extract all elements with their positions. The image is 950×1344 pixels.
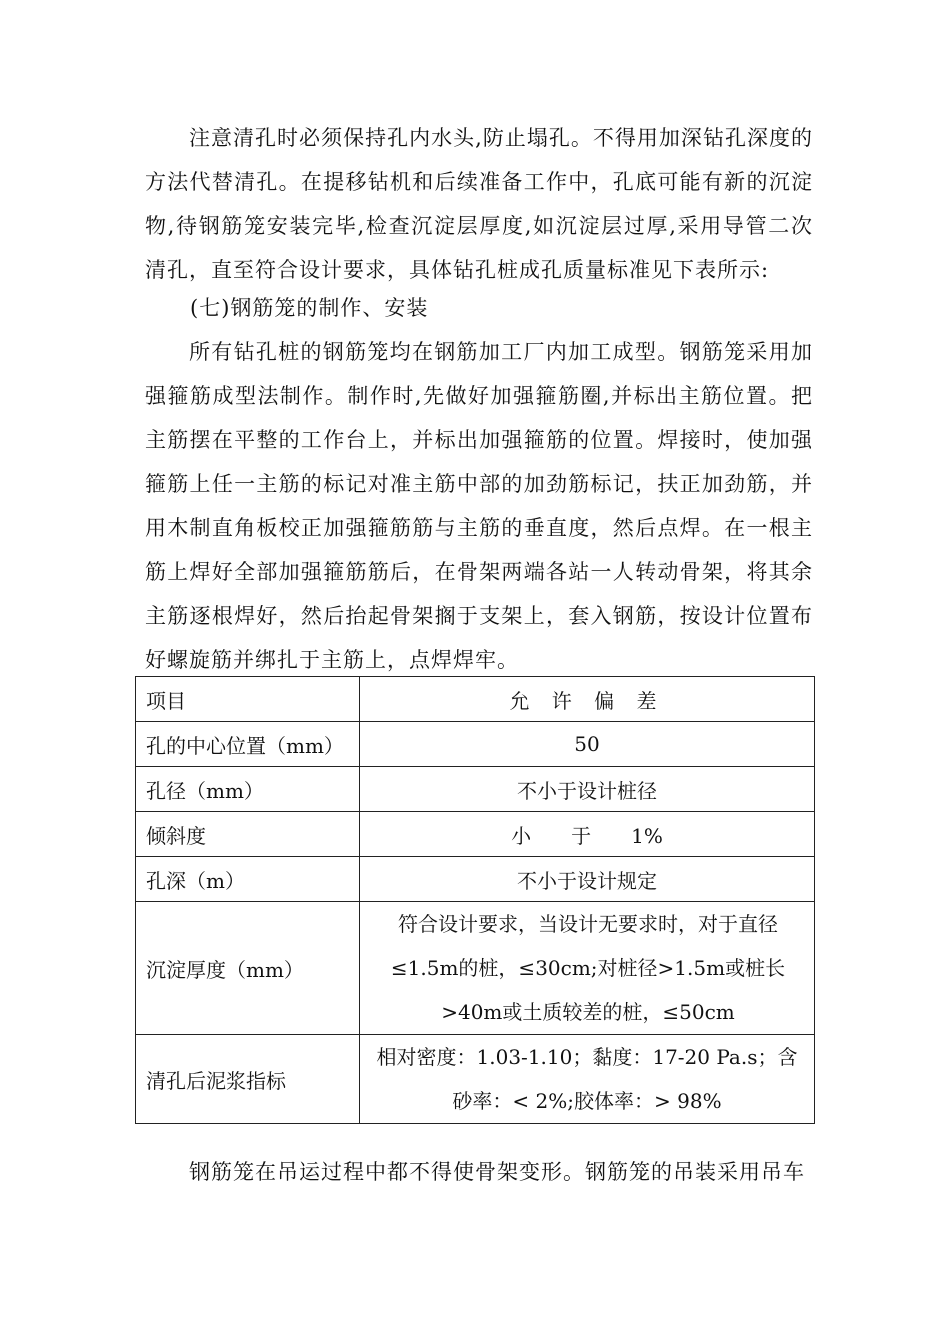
row-item-cell: 孔的中心位置（mm） xyxy=(136,722,360,767)
table-row xyxy=(136,722,815,767)
table-row xyxy=(136,1035,815,1124)
table-row xyxy=(136,857,815,902)
row-value-cell: 50 xyxy=(360,722,815,767)
row-item-cell: 孔深（m） xyxy=(136,857,360,902)
header-item-cell: 项目 xyxy=(136,677,360,722)
row-value-cell: 不小于设计规定 xyxy=(360,857,815,902)
paragraph-cage-lifting: 钢筋笼在吊运过程中都不得使骨架变形。钢筋笼的吊装采用吊车 xyxy=(189,1160,805,1184)
row-item-cell: 倾斜度 xyxy=(136,812,360,857)
table-row xyxy=(136,902,815,1035)
paragraph-rebar-cage-fabrication: 所有钻孔桩的钢筋笼均在钢筋加工厂内加工成型。钢筋笼采用加强箍筋成型法制作。制作时,先做好加强箍筋圈,并标出主筋位置。把主筋摆在平整的工作台上，并标出加强箍筋的位置。焊接时，使加强箍筋上任一主筋的标记对准主筋中部的加劲筋标记，扶正加劲筋，并用木制直角板校正加强箍筋筋与主筋的垂直度，然后点焊。在一根主筋上焊好全部加强箍筋筋后，在骨架两端各站一人转动骨架，将其余主筋逐根焊好，然后抬起骨架搁于支架上，套入钢筋，按设计位置布好螺旋筋并绑扎于主筋上，点焊焊牢。 xyxy=(145,340,813,672)
row-value-cell: 符合设计要求，当设计无要求时，对于直径≤1.5m的桩，≤30cm;对桩径>1.5m或桩长>40m或土质较差的桩，≤50cm xyxy=(360,902,815,1035)
table-row xyxy=(136,767,815,812)
row-value-cell: 小 于 1% xyxy=(360,812,815,857)
row-item-cell: 清孔后泥浆指标 xyxy=(136,1035,360,1124)
table-header-row xyxy=(136,677,815,722)
section-heading-rebar-cage: (七)钢筋笼的制作、安装 xyxy=(190,296,429,320)
row-item-cell: 沉淀厚度（mm） xyxy=(136,902,360,1035)
row-value-cell: 不小于设计桩径 xyxy=(360,767,815,812)
table-row xyxy=(136,812,815,857)
hole-quality-table xyxy=(135,676,815,1124)
row-value-cell: 相对密度：1.03-1.10；黏度：17-20 Pa.s；含砂率：< 2%;胶体率：> 98% xyxy=(360,1035,815,1124)
row-item-cell: 孔径（mm） xyxy=(136,767,360,812)
paragraph-hole-cleaning: 注意清孔时必须保持孔内水头,防止塌孔。不得用加深钻孔深度的方法代替清孔。在提移钻机和后续准备工作中，孔底可能有新的沉淀物,待钢筋笼安装完毕,检查沉淀层厚度,如沉淀层过厚,采用导管二次清孔，直至符合设计要求，具体钻孔桩成孔质量标准见下表所示: xyxy=(145,126,813,282)
header-tolerance-cell: 允 许 偏 差 xyxy=(360,677,815,722)
